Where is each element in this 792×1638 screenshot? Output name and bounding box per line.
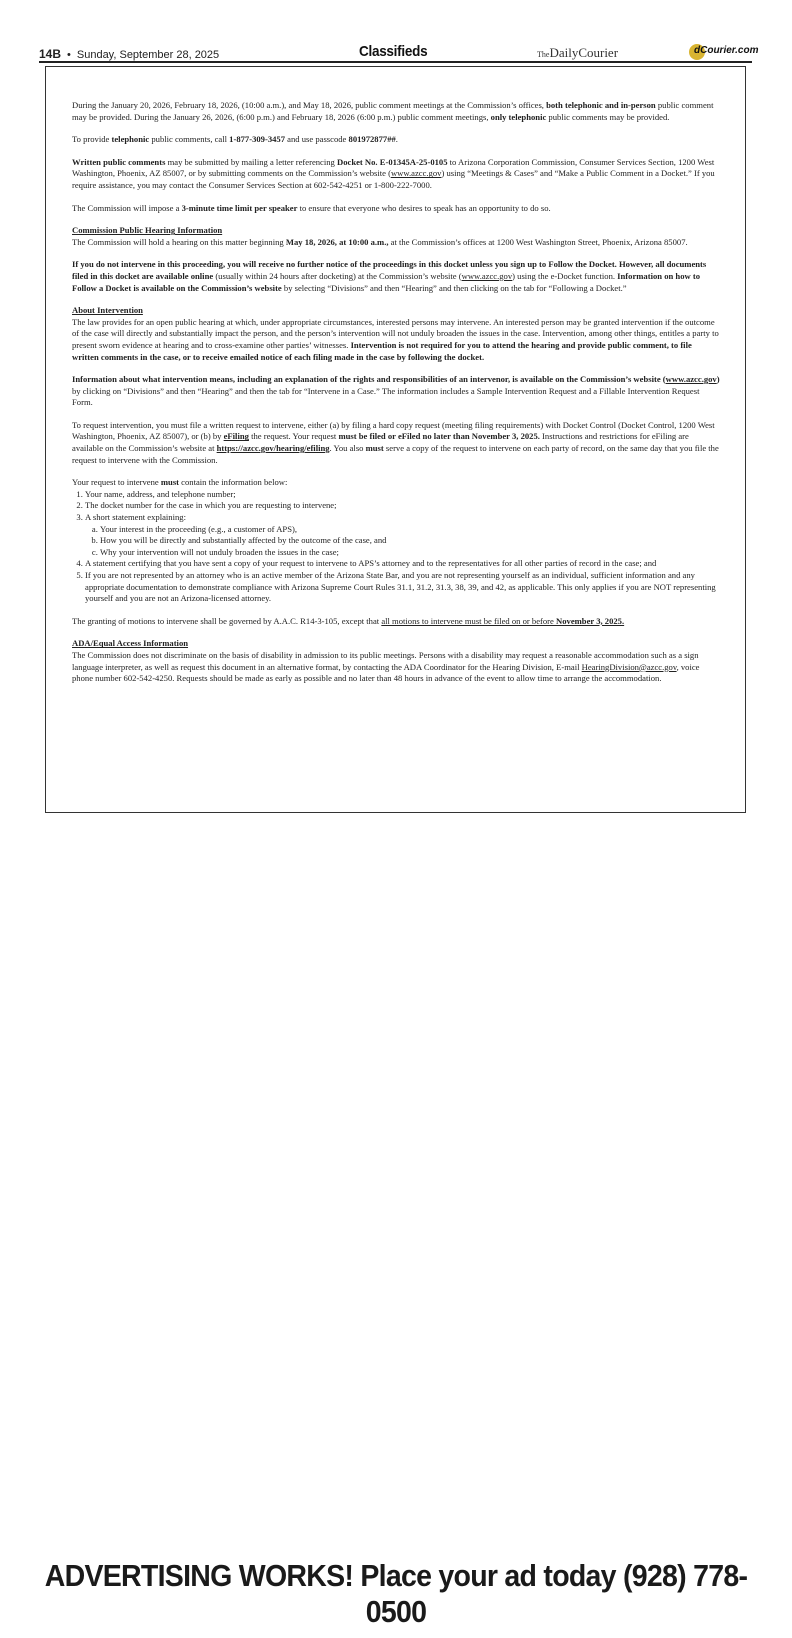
azcc-link[interactable]: www.azcc.gov [390, 168, 442, 179]
list-item: 1. Your name, address, and telephone number; [85, 489, 720, 501]
newspaper-title: DailyCourier [549, 45, 619, 60]
list-item: 2. The docket number for the case in which you are requesting to intervene; [85, 500, 720, 512]
time-limit-paragraph: The Commission will impose a 3-minute time limit per speaker to ensure that everyone who desires to speak has an opportunity to do so. [72, 202, 551, 213]
written-comment-paragraph: Written public comments may be submitted by mailing a letter referencing Docket No. E-01345A-25-0105 to Arizona Corporation Commission, Consumer Services Section, 1200 West Washington, Phoenix, AZ 85007, or by submitting comments on the Commission’s website (www.azcc.gov) using “Meetings & Cases” and “Make a Public Comment in a Docket.” If you require assistance, you may contact the Consumer Services Section at 602-542-4251 or 1-800-222-7000. [72, 156, 715, 190]
hearing-info-section: Commission Public Hearing Information The Commission will hold a hearing on this matter beginning May 18, 2026, at 10:00 a.m., at the Commission’s offices at 1200 West Washington Street, Phoenix, Arizona 85007. [72, 225, 688, 247]
issue-date: Sunday, September 28, 2025 [76, 49, 220, 61]
sub-list [85, 524, 720, 559]
efiling-url-link[interactable]: https://azcc.gov/hearing/efiling [216, 443, 330, 454]
newspaper-name [537, 45, 618, 61]
follow-docket-paragraph: If you do not intervene in this proceeding, you will receive no further notice of the proceedings in this docket unless you sign up to Follow the Docket. However, all documents filed in this docket are available online (usually within 24 hours after docketing) at the Commission’s website (www.azcc.gov) using the e-Docket function. Information on how to Follow a Docket is available on the Commission’s website by selecting “Divisions” and then “Hearing” and then clicking on the tab for “Following a Docket.” [72, 259, 707, 293]
efiling-link[interactable]: eFiling [223, 431, 249, 442]
requirements-intro: Your request to intervene must contain the information below: [72, 477, 288, 488]
section-title: Classifieds [359, 43, 428, 60]
motions-paragraph: The granting of motions to intervene shall be governed by A.A.C. R14-3-105, except that all motions to intervene must be filed on or before November 3, 2025. [72, 615, 625, 626]
list-item: 4. A statement certifying that you have sent a copy of your request to intervene to APS’s attorney and to the representatives for all other parties of record in the case; and [85, 558, 720, 570]
intervention-section: About Intervention The law provides for an open public hearing at which, under appropriate circumstances, interested persons may intervene. An interested person may be granted intervention if the outcome of the case will directly and substantially impact the person, and the person’s intervention will not unduly broaden the issues in the case. Intervention, among other things, entitles a party to present sworn evidence at hearing and to cross-examine other parties’ witnesses. Intervention is not required for you to attend the hearing and provide public comment, to file written comments in the case, or to receive emailed notice of each filing made in the case by following the docket. [72, 305, 719, 362]
intervention-info-paragraph: Information about what intervention means, including an explanation of the rights and responsibilities of an intervenor, is available on the Commission’s website (www.azcc.gov) by clicking on “Divisions” and then “Hearing” and then the tab for “Intervene in a Case.” The information includes a Sample Intervention Request and a Fillable Intervention Request Form. [72, 374, 720, 408]
sub-list-item: b. How you will be directly and substantially affected by the outcome of the case, and [100, 535, 720, 547]
request-intervention-paragraph: To request intervention, you must file a written request to intervene, either (a) by filing a hard copy request (meeting filing requirements) with Docket Control (Docket Control, 1200 West Washington, Phoenix, AZ 85007), or (b) by eFiling the request. Your request must be filed or eFiled no later than November 3, 2025. Instructions and restrictions for eFiling are available on the Commission’s website at https://azcc.gov/hearing/efiling. You also must serve a copy of the request to intervene on each party of record, on the same day that you file the request to intervene with the Commission. [72, 419, 719, 465]
hearing-date: May 18, 2026, at 10:00 a.m., [285, 236, 389, 247]
ada-section: ADA/Equal Access Information The Commission does not discriminate on the basis of disability in admission to its public meetings. Persons with a disability may request a reasonable accommodation such as a sign language interpreter, as well as request this document in an alternative format, by contacting the ADA Coordinator for the Hearing Division, E-mail HearingDivision@azcc.gov, voice phone number 602-542-4250. Requests should be made as early as possible and no later than 48 hours in advance of the event to allow time to arrange the accommodation. [72, 638, 700, 684]
list-item: 5. If you are not represented by an attorney who is an active member of the Arizona State Bar, and you are not representing yourself as an individual, sufficient information and any appropriate documentation to demonstrate compliance with Arizona Supreme Court Rules 31.1, 31.2, 31.3, 38, 39, and 42, as applicable. This only applies if you are NOT representing yourself and you are not an Arizona-licensed attorney. [85, 570, 720, 605]
bullet-separator: • [67, 49, 71, 61]
azcc-link[interactable]: www.azcc.gov [461, 270, 513, 281]
ada-heading: ADA/Equal Access Information [72, 638, 189, 649]
advertising-banner: ADVERTISING WORKS! Place your ad today (928) 778-0500 [44, 1558, 748, 1629]
dcourier-logo [689, 44, 759, 60]
public-comment-paragraph: During the January 20, 2026, February 18, 2026, (10:00 a.m.), and May 18, 2026, public comment meetings at the Commission’s offices, both telephonic and in-person public comment may be provided. During the January 26, 2026, (6:00 p.m.) and February 18, 2026 (6:00 p.m.) public comment meetings, only telephonic public comments may be provided. [72, 100, 714, 122]
intervention-heading: About Intervention [72, 305, 143, 316]
page-number: 14B [39, 47, 62, 61]
notice-content [72, 100, 720, 696]
passcode: 801972877## [348, 134, 396, 145]
email-link[interactable]: HearingDivision@azcc.gov [581, 661, 677, 672]
azcc-link[interactable]: www.azcc.gov [665, 374, 717, 385]
logo-text: dCourier.com [694, 45, 759, 56]
hearing-heading: Commission Public Hearing Information [72, 225, 223, 236]
phone-number: 1-877-309-3457 [229, 134, 286, 145]
sub-list-item: a. Your interest in the proceeding (e.g., a customer of APS), [100, 524, 720, 536]
deadline-date: November 3, 2025. [556, 615, 625, 626]
docket-number: Docket No. E-01345A-25-0105 [337, 156, 448, 167]
requirements-list [72, 489, 720, 605]
sub-list-item: c. Why your intervention will not unduly broaden the issues in the case; [100, 547, 720, 559]
telephonic-comment-paragraph: To provide telephonic public comments, call 1-877-309-3457 and use passcode 801972877##. [72, 134, 398, 145]
header-rule [39, 61, 752, 63]
list-item: 3. A short statement explaining: a. Your interest in the proceeding (e.g., a customer of APS), b. How you will be directly and substantially affected by the outcome of the case, and c. Why your intervention will not unduly broaden the issues in the case; [85, 512, 720, 558]
legal-notice-box [45, 66, 746, 813]
newspaper-prefix: The [537, 50, 550, 59]
page-info [39, 47, 219, 61]
